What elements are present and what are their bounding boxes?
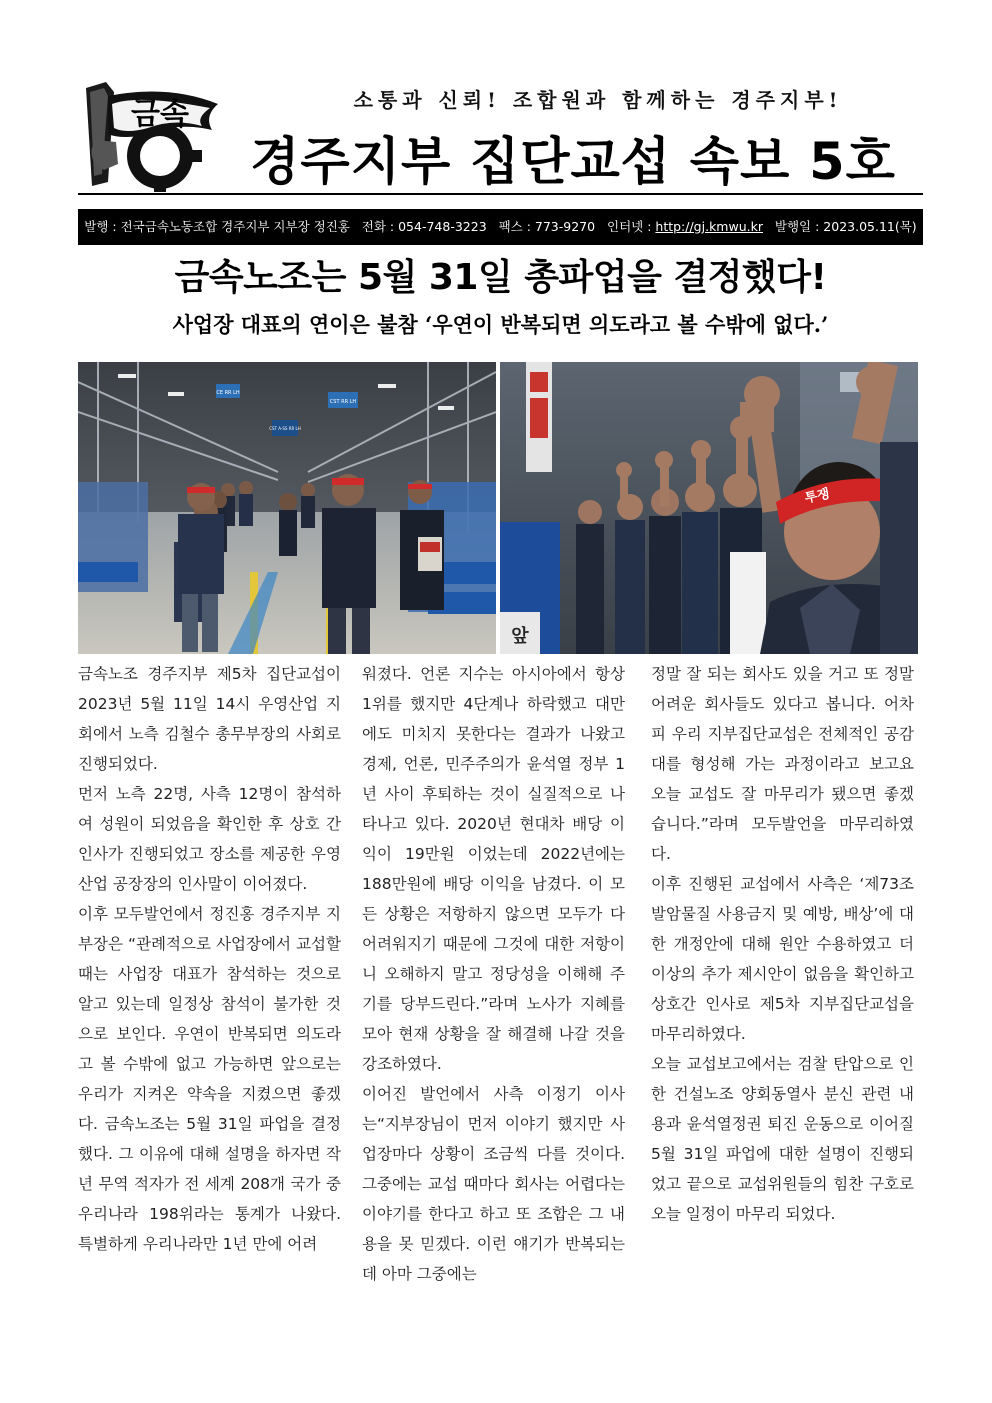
paragraph: 정말 잘 되는 회사도 있을 거고 또 정말 어려운 회사들도 있다고 봅니다. 어차피 우리 지부집단교섭은 전체적인 공감대를 형성해 가는 과정이라고 보고요 오늘 교섭도 잘 마무리가 됐으면 좋겠습니다.”라며 모두발언을 마무리하였다. [651,665,914,863]
logo-text: 금속 [131,97,189,132]
photo-marching-workers [78,362,496,654]
article-column-1 [78,659,341,1339]
paragraph: 이후 진행된 교섭에서 사측은 ‘제73조 발암물질 사용금지 및 예방, 배상’에 대한 개정안에 대해 원안 수용하였고 더 이상의 추가 제시안이 없음을 확인하고 상호간 인사로 제5차 지부집단교섭을 마무리하였다. [651,875,914,1043]
union-fist-logo [78,78,223,193]
aisle-sign-1-text: CE RR LH [216,390,240,396]
paragraph: 이후 모두발언에서 정진홍 경주지부 지부장은 “관례적으로 사업장에서 교섭할 때는 사업장 대표가 참석하는 것으로 알고 있는데 일정상 참석이 불가한 것으로 보인다. 우연이 반복되면 의도라고 볼 수밖에 없고 가능하면 앞으로는 우리가 지켜온 약속을 지켰으면 좋겠다. 금속노조는 5월 31일 파업을 결정했다. 그 이유에 대해 설명을 하자면 작년 무역 적자가 전 세계 208개 국가 중 우리나라 198위라는 통계가 나왔다. 특별하게 우리나라만 1년 만에 어려 [78,905,341,1253]
paragraph: 먼저 노측 22명, 사측 12명이 참석하여 성원이 되었음을 확인한 후 상호 간 인사가 진행되었고 장소를 제공한 우영산업 공장장의 인사말이 이어졌다. [78,785,341,893]
headline: 금속노조는 5월 31일 총파업을 결정했다! [174,257,827,298]
article-column-3 [651,659,914,1339]
masthead [78,70,923,195]
paragraph: 워졌다. 언론 지수는 아시아에서 항상 1위를 했지만 4단계나 하락했고 대만에도 미치지 못한다는 결과가 나왔고 경제, 언론, 민주주의가 윤석열 정부 1년 사이 후퇴하는 것이 실질적으로 나타나고 있다. 2020년 현대차 배당 이익이 19만원 이었는데 2022년에는 188만원에 배당 이익을 남겼다. 이 모든 상황은 저항하지 않으면 모두가 다 어려워지기 때문에 그것에 대한 저항이니 오해하지 말고 정당성을 이해해 주기를 당부드린다.”라며 노사가 지혜를 모아 현재 상황을 잘 해결해 나갈 것을 강조하였다. [362,665,625,1073]
aisle-marker-text: 앞 [511,626,529,647]
headband-text: 투쟁 [803,486,832,507]
article-column-2 [362,659,625,1339]
publisher: 발행 : 전국금속노동조합 경주지부 지부장 정진홍 [84,219,350,234]
paragraph: 금속노조 경주지부 제5차 집단교섭이 2023년 5월 11일 14시 우영산업 지회에서 노측 김철수 총무부장의 사회로 진행되었다. [78,665,341,773]
paragraph: 오늘 교섭보고에서는 검찰 탄압으로 인한 건설노조 양회동열사 분신 관련 내용과 윤석열정권 퇴진 운동으로 이어질 5월 31일 파업에 대한 설명이 진행되었고 끝으로 교섭위원들의 힘찬 구호로 오늘 일정이 마무리 되었다. [651,1055,914,1223]
internet-label: 인터넷 : [607,219,656,234]
title-rule [78,193,923,195]
photo-raised-fists [500,362,918,654]
phone: 전화 : 054-748-3223 [361,219,487,234]
subheadline: 사업장 대표의 연이은 불참 ‘우연이 반복되면 의도라고 볼 수밖에 없다.’ [172,312,829,337]
newsletter-title: 경주지부 집단교섭 속보 5호 [250,133,896,192]
aisle-sign-3-text: CST A-SS RR LH [269,426,301,431]
fax: 팩스 : 773-9270 [498,219,596,234]
slogan: 소통과 신뢰! 조합원과 함께하는 경주지부! [353,88,843,112]
paragraph: 이어진 발언에서 사측 이정기 이사는“지부장님이 먼저 이야기 했지만 사업장마다 상황이 조금씩 다를 것이다. 그중에는 교섭 때마다 회사는 어렵다는 이야기를 한다고 하고 또 조합은 그 내용을 못 믿겠다. 이런 얘기가 반복되는데 아마 그중에는 [362,1085,625,1283]
website-link[interactable]: http://gj.kmwu.kr [655,219,763,234]
publish-date: 발행일 : 2023.05.11(목) [774,219,917,234]
publication-info-bar [78,209,923,245]
aisle-sign-2-text: CST RR LH [329,399,357,405]
